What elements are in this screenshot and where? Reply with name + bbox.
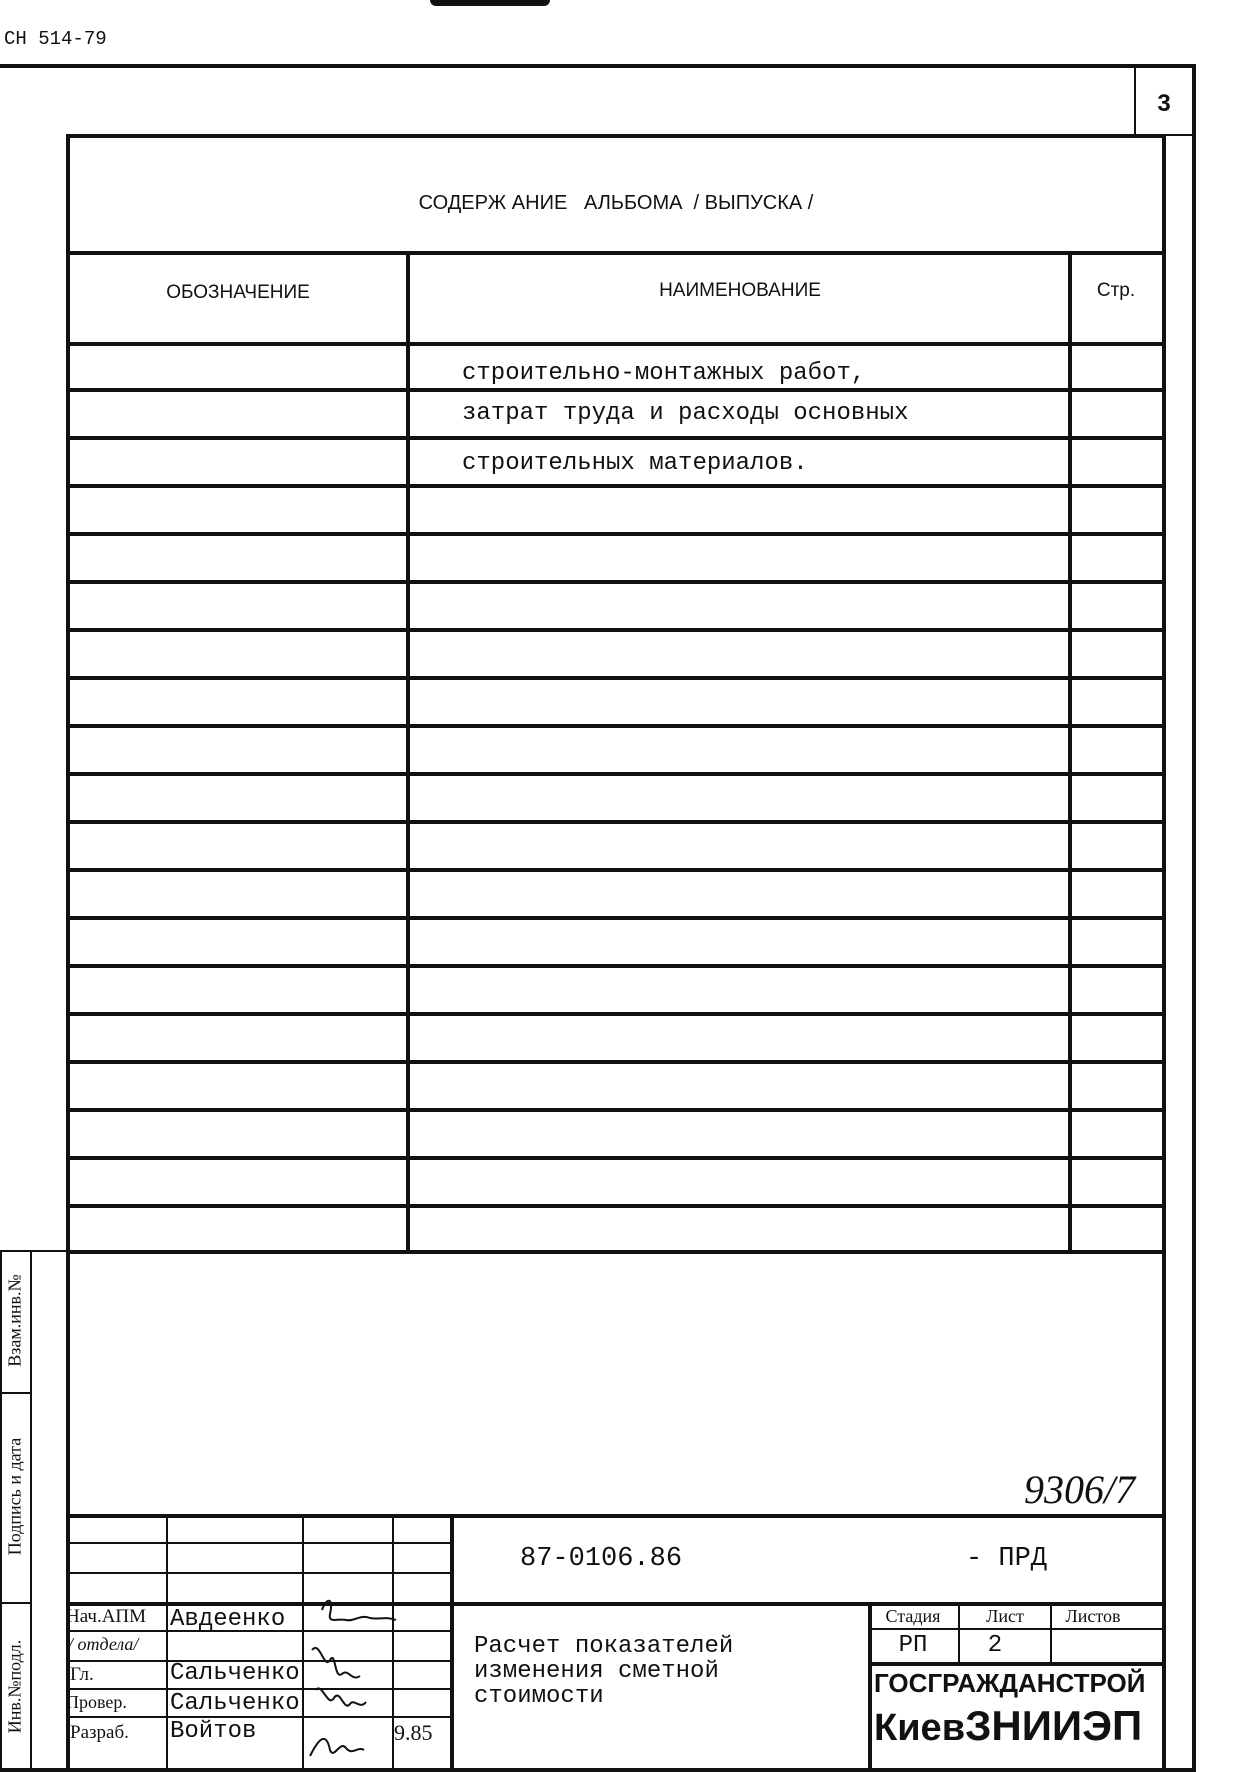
organization-city (874, 1702, 1142, 1750)
row-line (66, 436, 1166, 440)
row-line (66, 388, 1166, 392)
sheet-value: 2 (987, 1632, 1003, 1659)
title-block-divider-main (450, 1514, 454, 1768)
sig-name-head: Авдеенко (170, 1606, 286, 1633)
inner-frame-left (66, 134, 70, 1768)
row-line (66, 532, 1166, 536)
sig-role-head: Нач.АПМ (66, 1606, 147, 1627)
column-divider-1 (406, 251, 410, 1250)
side-stamp-signature-date: Подпись и дата (4, 1437, 25, 1556)
sig-col-divider-1 (166, 1514, 168, 1768)
outer-frame-top (0, 64, 1196, 68)
column-header-page: Стр. (1096, 280, 1136, 301)
document-title-line-3: стоимости (474, 1683, 604, 1710)
stage-header-line (868, 1628, 1164, 1630)
table-row-3-name: строительных материалов. (462, 450, 808, 477)
row-line (66, 628, 1166, 632)
stage-label: Стадия (885, 1606, 941, 1626)
document-title (474, 1634, 733, 1709)
column-header-designation: ОБОЗНАЧЕНИЕ (166, 282, 310, 303)
sig-name-developer: Войтов (170, 1718, 257, 1745)
sig-role-checker: Провер. (66, 1692, 127, 1712)
table-row-1-name: строительно-монтажных работ, (462, 360, 866, 387)
outer-frame-bottom (0, 1768, 1196, 1772)
sig-name-checker: Сальченко (170, 1690, 300, 1717)
sig-role-chief: Гл. (70, 1664, 94, 1685)
table-bottom-line (66, 1250, 1166, 1254)
sig-date-developer: 9.85 (394, 1720, 433, 1745)
archive-number: 9306/7 (1024, 1467, 1136, 1512)
row-line (66, 1108, 1166, 1112)
table-title: СОДЕРЖ АНИЕ АЛЬБОМА / ВЫПУСКА / (418, 192, 814, 214)
sheet-label: Лист (986, 1606, 1024, 1626)
outer-frame-right (1192, 64, 1196, 1772)
side-stamp-right (30, 1250, 32, 1770)
row-line (66, 820, 1166, 824)
signature-developer (310, 1739, 364, 1756)
sig-row-line (66, 1542, 452, 1544)
document-code: 87-0106.86 (520, 1544, 683, 1574)
inner-frame-right (1162, 134, 1166, 1768)
document-title-line-1: Расчет показателей (474, 1633, 734, 1660)
title-divider (66, 251, 1166, 255)
standard-code (4, 28, 107, 50)
row-line (66, 1156, 1166, 1160)
table-row-2-name: затрат труда и расходы основных (462, 400, 909, 427)
organization-city-main: ЗНИИЭП (965, 1702, 1143, 1749)
side-stamp-top (0, 1250, 66, 1252)
standard-code-text: СН 514-79 (4, 28, 107, 50)
side-stamp-left (0, 1250, 2, 1770)
signature-checker (316, 1688, 366, 1705)
stage-value: РП (898, 1632, 928, 1659)
side-stamp-original-inv: Инв.№подл. (4, 1639, 25, 1734)
row-line (66, 580, 1166, 584)
stage-bottom-line (868, 1662, 1164, 1666)
title-block-top (66, 1514, 1166, 1518)
column-header-name: НАИМЕНОВАНИЕ (659, 280, 821, 301)
organization-name: ГОСГРАЖДАНСТРОЙ (874, 1668, 1146, 1698)
row-line (66, 868, 1166, 872)
row-line (66, 484, 1166, 488)
sheets-label: Листов (1065, 1606, 1121, 1626)
sig-role-developer: Разраб. (70, 1722, 129, 1743)
signature-chief (312, 1648, 360, 1678)
sig-row-line (66, 1572, 452, 1574)
row-line (66, 916, 1166, 920)
page-number: 3 (1157, 90, 1171, 117)
column-divider-2 (1068, 251, 1072, 1250)
row-line (66, 676, 1166, 680)
row-line (66, 724, 1166, 728)
row-line (66, 1204, 1166, 1208)
sig-name-chief: Сальченко (170, 1660, 300, 1687)
organization-city-prefix: Киев (874, 1707, 966, 1749)
row-line (66, 964, 1166, 968)
scan-smudge (430, 0, 550, 6)
document-title-line-2: изменения сметной (474, 1658, 719, 1685)
sig-role-dept: / отдела/ (68, 1634, 139, 1654)
document-suffix: - ПРД (966, 1544, 1048, 1574)
row-line (66, 1012, 1166, 1016)
row-line (66, 772, 1166, 776)
inner-frame-top (66, 134, 1166, 138)
signature-head (322, 1601, 396, 1621)
side-stamp-replaced-inv: Взам.инв.№ (4, 1274, 25, 1367)
header-divider (66, 342, 1166, 346)
row-line (66, 1060, 1166, 1064)
